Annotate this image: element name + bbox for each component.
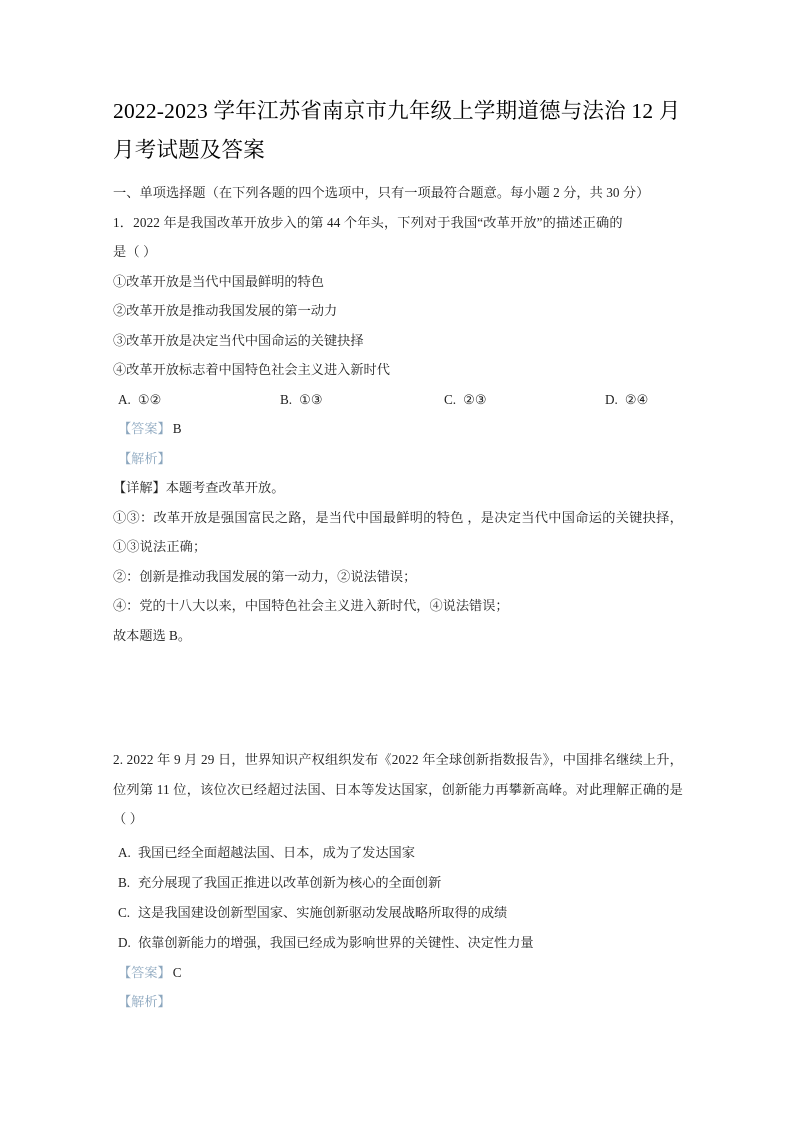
question-1-answer-tag: 【答案】 (118, 421, 171, 436)
question-1-analysis-label (113, 444, 683, 474)
question-1-choice-a-text: ①② (137, 391, 162, 407)
question-1-detail-intro (113, 473, 683, 503)
question-1-answer (113, 414, 683, 444)
question-1 (113, 208, 683, 651)
question-1-stem-line-1: 1．2022 年是我国改革开放步入的第 44 个年头，下列对于我国“改革开放”的描述正确的 (113, 214, 623, 230)
question-2-choice-b-text: 充分展现了我国正推进以改革创新为核心的全面创新 (138, 874, 442, 890)
question-1-statement-1: ①改革开放是当代中国最鲜明的特色 (113, 273, 324, 289)
question-1-choice-b-label: B. (280, 391, 293, 407)
question-1-choice-a[interactable] (118, 385, 161, 415)
question-2-answer (113, 958, 683, 988)
question-1-choice-d-label: D. (605, 391, 618, 407)
question-2-choice-a-label: A. (118, 844, 131, 860)
question-1-choices (113, 385, 683, 415)
question-1-detail-intro-text: 本题考查改革开放。 (165, 480, 285, 495)
question-1-statement-3: ③改革开放是决定当代中国命运的关键抉择 (113, 332, 364, 348)
question-2-analysis-tag: 【解析】 (118, 994, 171, 1009)
question-2-choice-d-label: D. (118, 934, 131, 950)
question-1-choice-a-label: A. (118, 391, 131, 407)
question-1-choice-b[interactable] (280, 385, 323, 415)
question-1-choice-c-label: C. (444, 391, 457, 407)
question-2 (113, 745, 683, 1017)
question-2-choice-c[interactable] (113, 898, 683, 928)
question-2-analysis-label (113, 987, 683, 1017)
question-1-choice-b-text: ①③ (299, 391, 323, 407)
question-1-choice-d-text: ②④ (624, 391, 649, 407)
question-2-choice-b[interactable] (113, 868, 683, 898)
question-2-choice-c-text: 这是我国建设创新型国家、实施创新驱动发展战略所取得的成绩 (138, 904, 508, 920)
question-2-choice-b-label: B. (118, 874, 131, 890)
question-1-detail-line-2: ②：创新是推动我国发展的第一动力，②说法错误； (113, 568, 417, 584)
question-2-choices (113, 838, 683, 958)
question-1-answer-value: B (172, 421, 182, 436)
question-1-statement-2: ②改革开放是推动我国发展的第一动力 (113, 303, 338, 318)
question-1-choice-c-text: ②③ (463, 391, 487, 407)
question-1-stem-line-2: 是（ ） (113, 244, 157, 259)
page-title: 2022-2023 学年江苏省南京市九年级上学期道德与法治 12 月月考试题及答案 (113, 99, 681, 162)
question-1-choice-c[interactable] (444, 385, 487, 415)
question-2-choice-a[interactable] (113, 838, 683, 868)
question-2-choice-d-text: 依靠创新能力的增强，我国已经成为影响世界的关键性、决定性力量 (138, 934, 534, 950)
question-1-detail-tag: 【详解】 (113, 480, 166, 495)
question-1-detail-line-4: 故本题选 B。 (113, 627, 192, 643)
question-1-detail-line-3: ④：党的十八大以来，中国特色社会主义进入新时代，④说法错误； (113, 598, 509, 613)
question-2-choice-c-label: C. (118, 904, 131, 920)
page-content (113, 92, 683, 1017)
question-1-detail-line-1: ①③：改革开放是强国富民之路，是当代中国最鲜明的特色 ，是决定当代中国命运的关键抉择，①③说法正确； (113, 509, 683, 554)
question-2-choice-d[interactable] (113, 928, 683, 958)
question-1-choice-d[interactable] (605, 385, 648, 415)
question-2-stem: 2. 2022 年 9 月 29 日，世界知识产权组织发布《2022 年全球创新指数报告》，中国排名继续上升，位列第 11 位，该位次已经超过法国、日本等发达国家，创新能力再攀新高峰。对此理解正确的是（ ） (113, 752, 683, 826)
question-2-answer-value: C (172, 964, 182, 980)
question-1-statement-4: ④改革开放标志着中国特色社会主义进入新时代 (113, 362, 390, 377)
question-1-analysis-tag: 【解析】 (118, 450, 171, 466)
question-separator-space (113, 650, 683, 745)
section-heading-multiple-choice: 一、单项选择题（在下列各题的四个选项中，只有一项最符合题意。每小题 2 分，共 30 分） (113, 185, 650, 200)
question-2-answer-tag: 【答案】 (118, 964, 171, 980)
question-2-choice-a-text: 我国已经全面超越法国、日本，成为了发达国家 (138, 844, 415, 860)
